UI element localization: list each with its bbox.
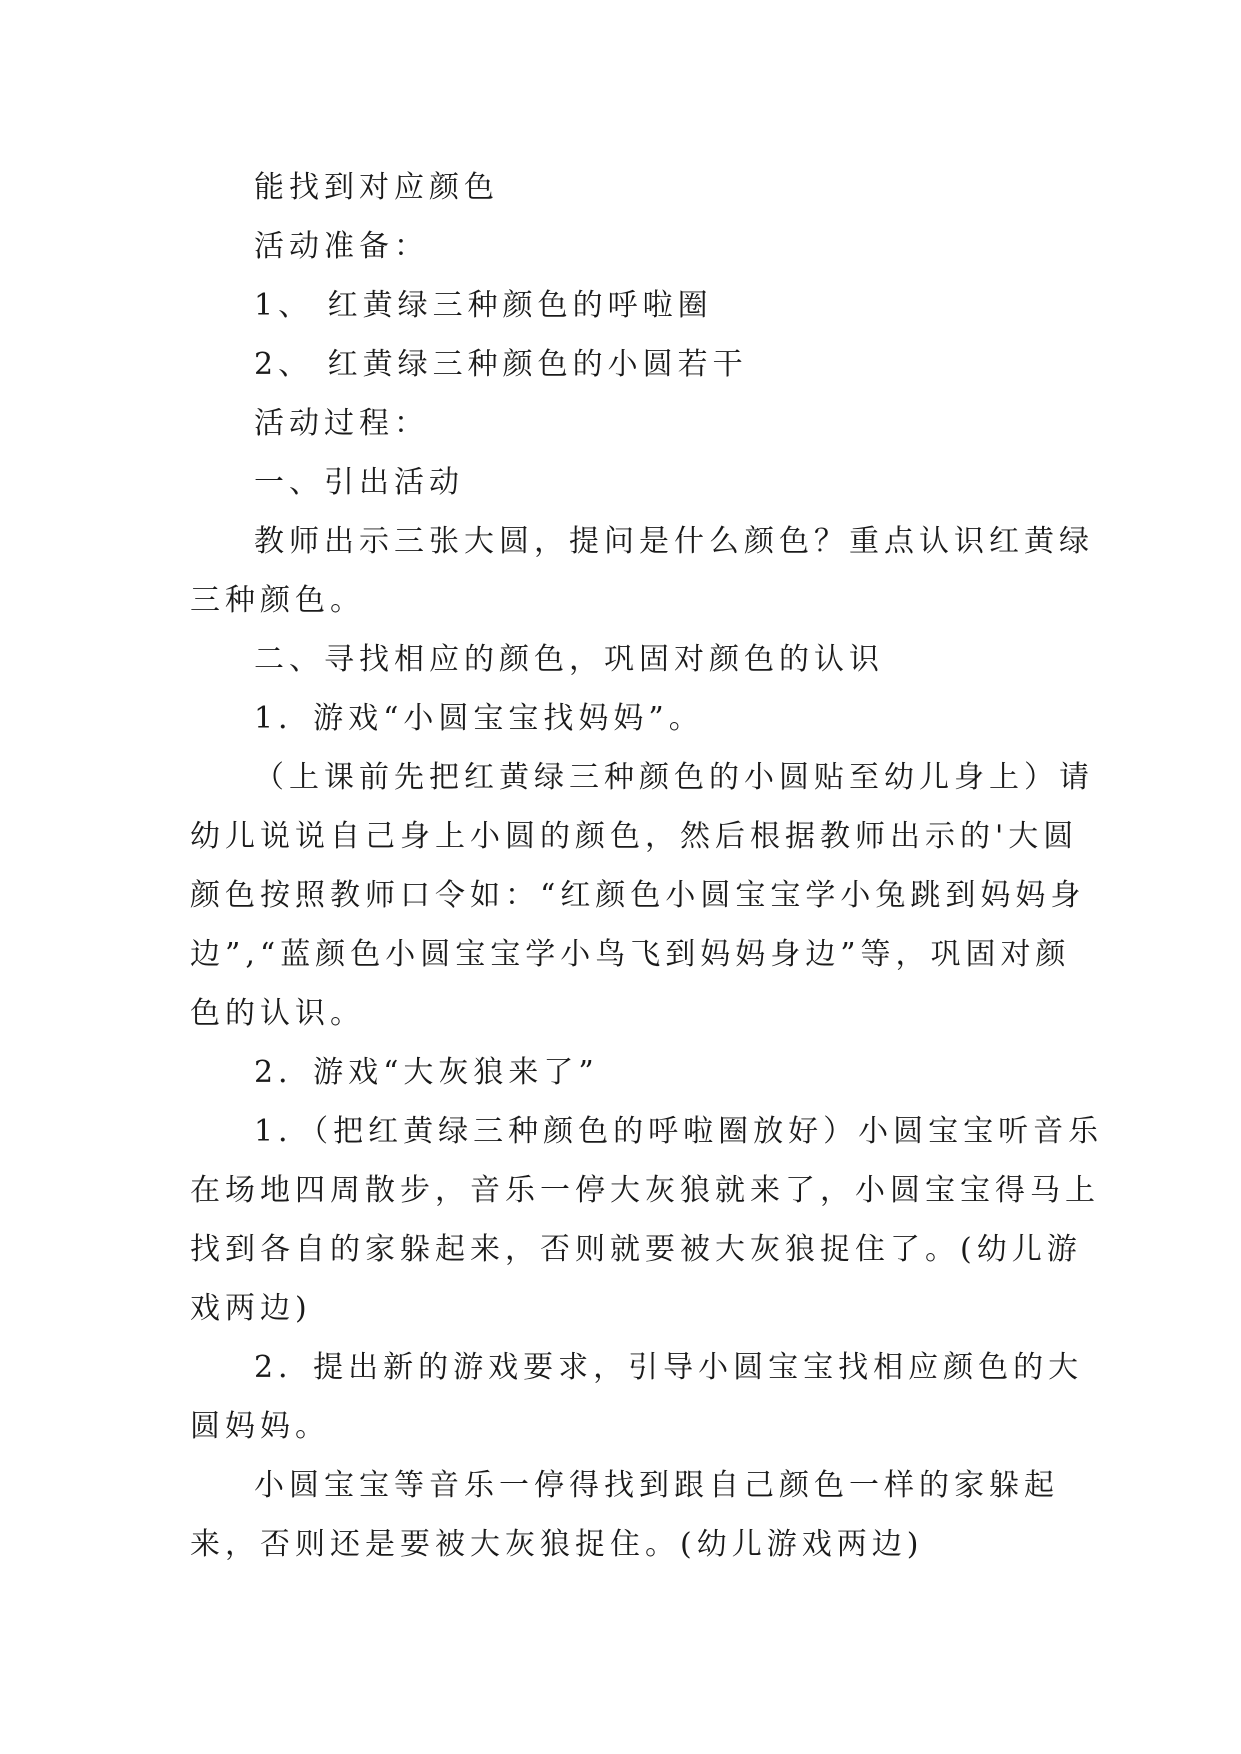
section-heading-preparation: 活动准备：: [254, 229, 429, 264]
text-line: 1．游戏“小圆宝宝找妈妈”。: [254, 701, 704, 736]
section-heading-process: 活动过程：: [254, 406, 429, 441]
text-line: 圆妈妈。: [190, 1409, 330, 1444]
list-item: 1、 红黄绿三种颜色的呼啦圈: [254, 288, 713, 323]
text-line: 色的认识。: [190, 996, 365, 1031]
subsection-heading: 二、寻找相应的颜色，巩固对颜色的认识: [254, 642, 884, 677]
text-line: 三种颜色。: [190, 583, 365, 618]
text-line: （上课前先把红黄绿三种颜色的小圆贴至幼儿身上）请: [254, 760, 1094, 795]
text-line: 找到各自的家躲起来，否则就要被大灰狼捉住了。(幼儿游: [190, 1232, 1082, 1267]
text-line: 幼儿说说自己身上小圆的颜色，然后根据教师出示的'大圆: [190, 819, 1079, 854]
list-item: 2、 红黄绿三种颜色的小圆若干: [254, 347, 748, 382]
text-line: 1．（把红黄绿三种颜色的呼啦圈放好）小圆宝宝听音乐: [254, 1114, 1104, 1149]
text-line: 教师出示三张大圆，提问是什么颜色？重点认识红黄绿: [254, 524, 1094, 559]
document-body: [190, 158, 1104, 1574]
text-line: 来，否则还是要被大灰狼捉住。(幼儿游戏两边): [190, 1527, 924, 1562]
text-line: 戏两边): [190, 1291, 312, 1326]
text-line: 2．提出新的游戏要求，引导小圆宝宝找相应颜色的大: [254, 1350, 1084, 1385]
text-line: 2．游戏“大灰狼来了”: [254, 1055, 599, 1090]
text-line: 颜色按照教师口令如：“红颜色小圆宝宝学小兔跳到妈妈身: [190, 878, 1086, 913]
text-line: 边”,“蓝颜色小圆宝宝学小鸟飞到妈妈身边”等，巩固对颜: [190, 937, 1071, 972]
subsection-heading: 一、引出活动: [254, 465, 464, 500]
text-line: 在场地四周散步，音乐一停大灰狼就来了，小圆宝宝得马上: [190, 1173, 1100, 1208]
text-line: 能找到对应颜色: [254, 170, 499, 205]
text-line: 小圆宝宝等音乐一停得找到跟自己颜色一样的家躲起: [254, 1468, 1059, 1503]
